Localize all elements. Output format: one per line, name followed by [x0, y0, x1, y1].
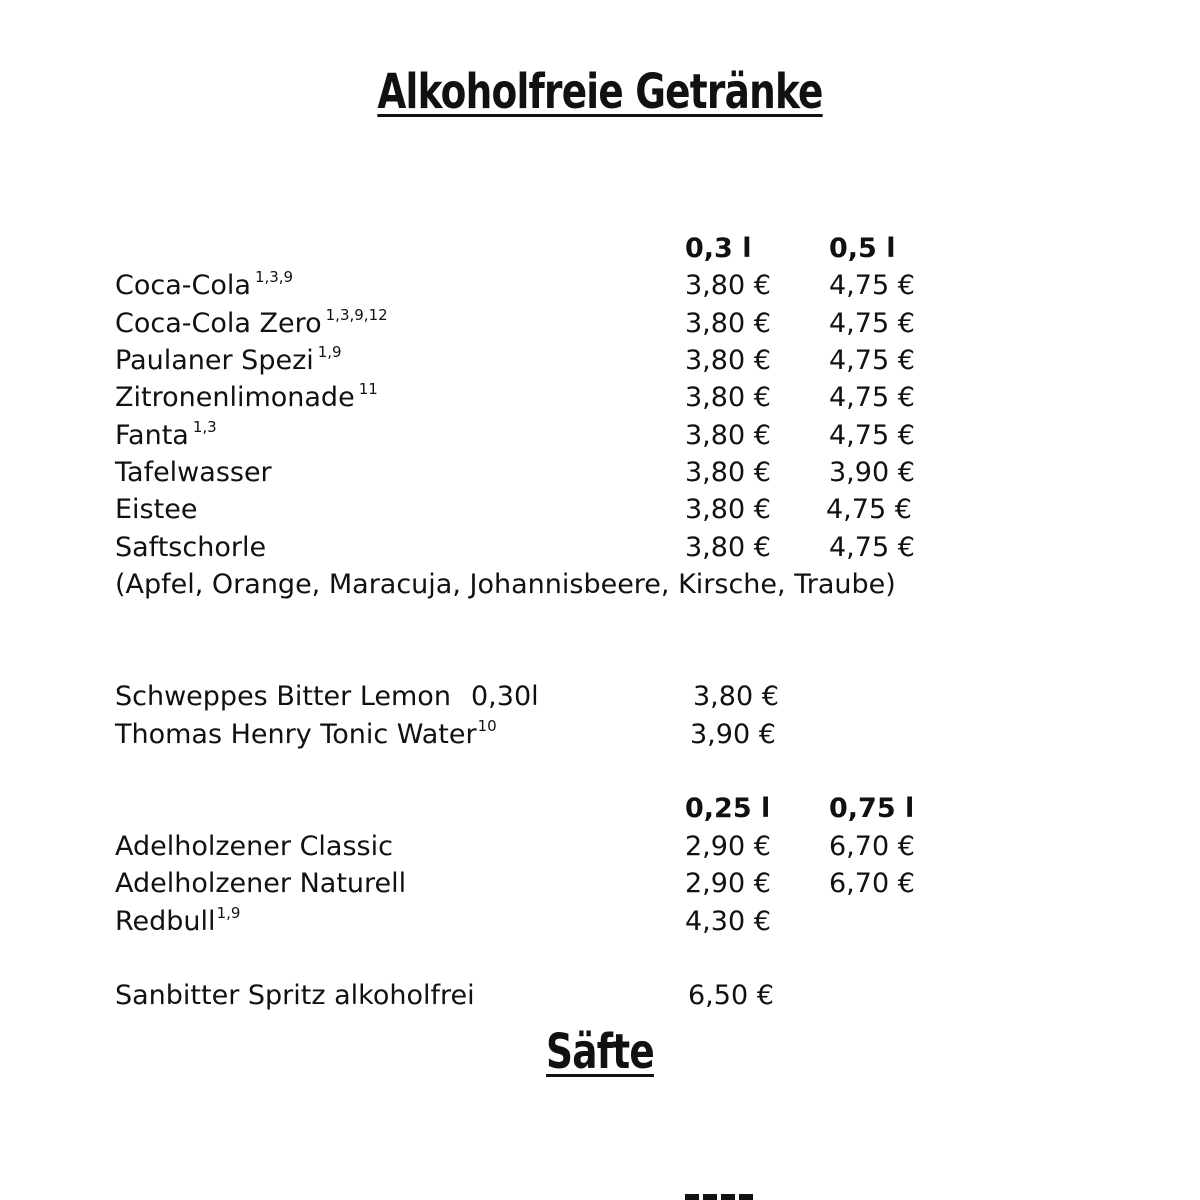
- size-header-row: [0, 790, 1200, 827]
- price: 4,75 €: [826, 494, 912, 525]
- price: 3,80 €: [685, 270, 771, 301]
- price: 4,75 €: [829, 270, 915, 301]
- price: 4,75 €: [829, 532, 915, 563]
- price: 4,75 €: [829, 345, 915, 376]
- price: 3,80 €: [685, 382, 771, 413]
- price: 6,50 €: [688, 980, 774, 1011]
- menu-item: [0, 716, 1200, 753]
- item-name: Saftschorle: [115, 532, 267, 563]
- price: 3,80 €: [685, 494, 771, 525]
- price: 6,70 €: [829, 831, 915, 862]
- page-title: Alkoholfreie Getränke: [377, 64, 823, 120]
- price: 4,30 €: [685, 906, 771, 937]
- item-name: Eistee: [115, 494, 198, 525]
- item-name: Coca-Cola: [115, 270, 251, 301]
- price: 3,80 €: [685, 532, 771, 563]
- size-label: 0,75 l: [829, 793, 915, 824]
- price: 2,90 €: [685, 831, 771, 862]
- additive-note: 1,9: [216, 904, 241, 922]
- price: 3,80 €: [685, 308, 771, 339]
- item-name: Adelholzener Classic: [115, 831, 393, 862]
- item-name: Adelholzener Naturell: [115, 868, 407, 899]
- menu-item: [0, 977, 1200, 1014]
- item-name: Schweppes Bitter Lemon: [115, 681, 451, 712]
- menu-item: [0, 267, 1200, 304]
- price: 4,75 €: [829, 420, 915, 451]
- menu-item: [0, 529, 1200, 566]
- menu-item: [0, 865, 1200, 902]
- additive-note: 11: [358, 380, 378, 398]
- additive-note: 10: [477, 717, 497, 735]
- item-name: Fanta: [115, 420, 189, 451]
- menu-item: [0, 491, 1200, 528]
- additive-note: 1,9: [317, 343, 342, 361]
- size-header-row: [0, 230, 1200, 267]
- price: 4,75 €: [829, 382, 915, 413]
- menu-item: [0, 305, 1200, 342]
- price: 4,75 €: [829, 308, 915, 339]
- size-label: 0,25 l: [685, 793, 771, 824]
- price: 2,90 €: [685, 868, 771, 899]
- menu-item: [0, 379, 1200, 416]
- additive-note: 1,3: [192, 418, 217, 436]
- size-label: 0,3 l: [685, 233, 752, 264]
- item-name: Zitronenlimonade: [115, 382, 355, 413]
- price: 3,80 €: [685, 457, 771, 488]
- menu-item: [0, 903, 1200, 940]
- item-name: Redbull: [115, 906, 216, 937]
- size-label: 0,5 l: [829, 233, 896, 264]
- price: 3,80 €: [693, 681, 779, 712]
- price: 3,90 €: [690, 719, 776, 750]
- section-title-juices: Säfte: [546, 1024, 654, 1080]
- menu-item: [0, 828, 1200, 865]
- flavor-note: [0, 566, 1200, 603]
- schorle-flavors: (Apfel, Orange, Maracuja, Johannisbeere, Kirsche, Traube): [115, 569, 896, 600]
- price: 3,90 €: [829, 457, 915, 488]
- item-name: Tafelwasser: [115, 457, 272, 488]
- menu-item: [0, 454, 1200, 491]
- menu-item: [0, 417, 1200, 454]
- cut-off-size-label: [685, 1188, 755, 1200]
- menu-item: [0, 342, 1200, 379]
- item-name: Coca-Cola Zero: [115, 308, 322, 339]
- price: 3,80 €: [685, 420, 771, 451]
- item-volume: 0,30l: [471, 681, 539, 712]
- item-name: Paulaner Spezi: [115, 345, 314, 376]
- price: 6,70 €: [829, 868, 915, 899]
- menu-item: [0, 678, 1200, 715]
- price: 3,80 €: [685, 345, 771, 376]
- additive-note: 1,3,9: [254, 268, 294, 286]
- item-name: Sanbitter Spritz alkoholfrei: [115, 980, 475, 1011]
- item-name: Thomas Henry Tonic Water: [115, 719, 477, 750]
- additive-note: 1,3,9,12: [325, 306, 388, 324]
